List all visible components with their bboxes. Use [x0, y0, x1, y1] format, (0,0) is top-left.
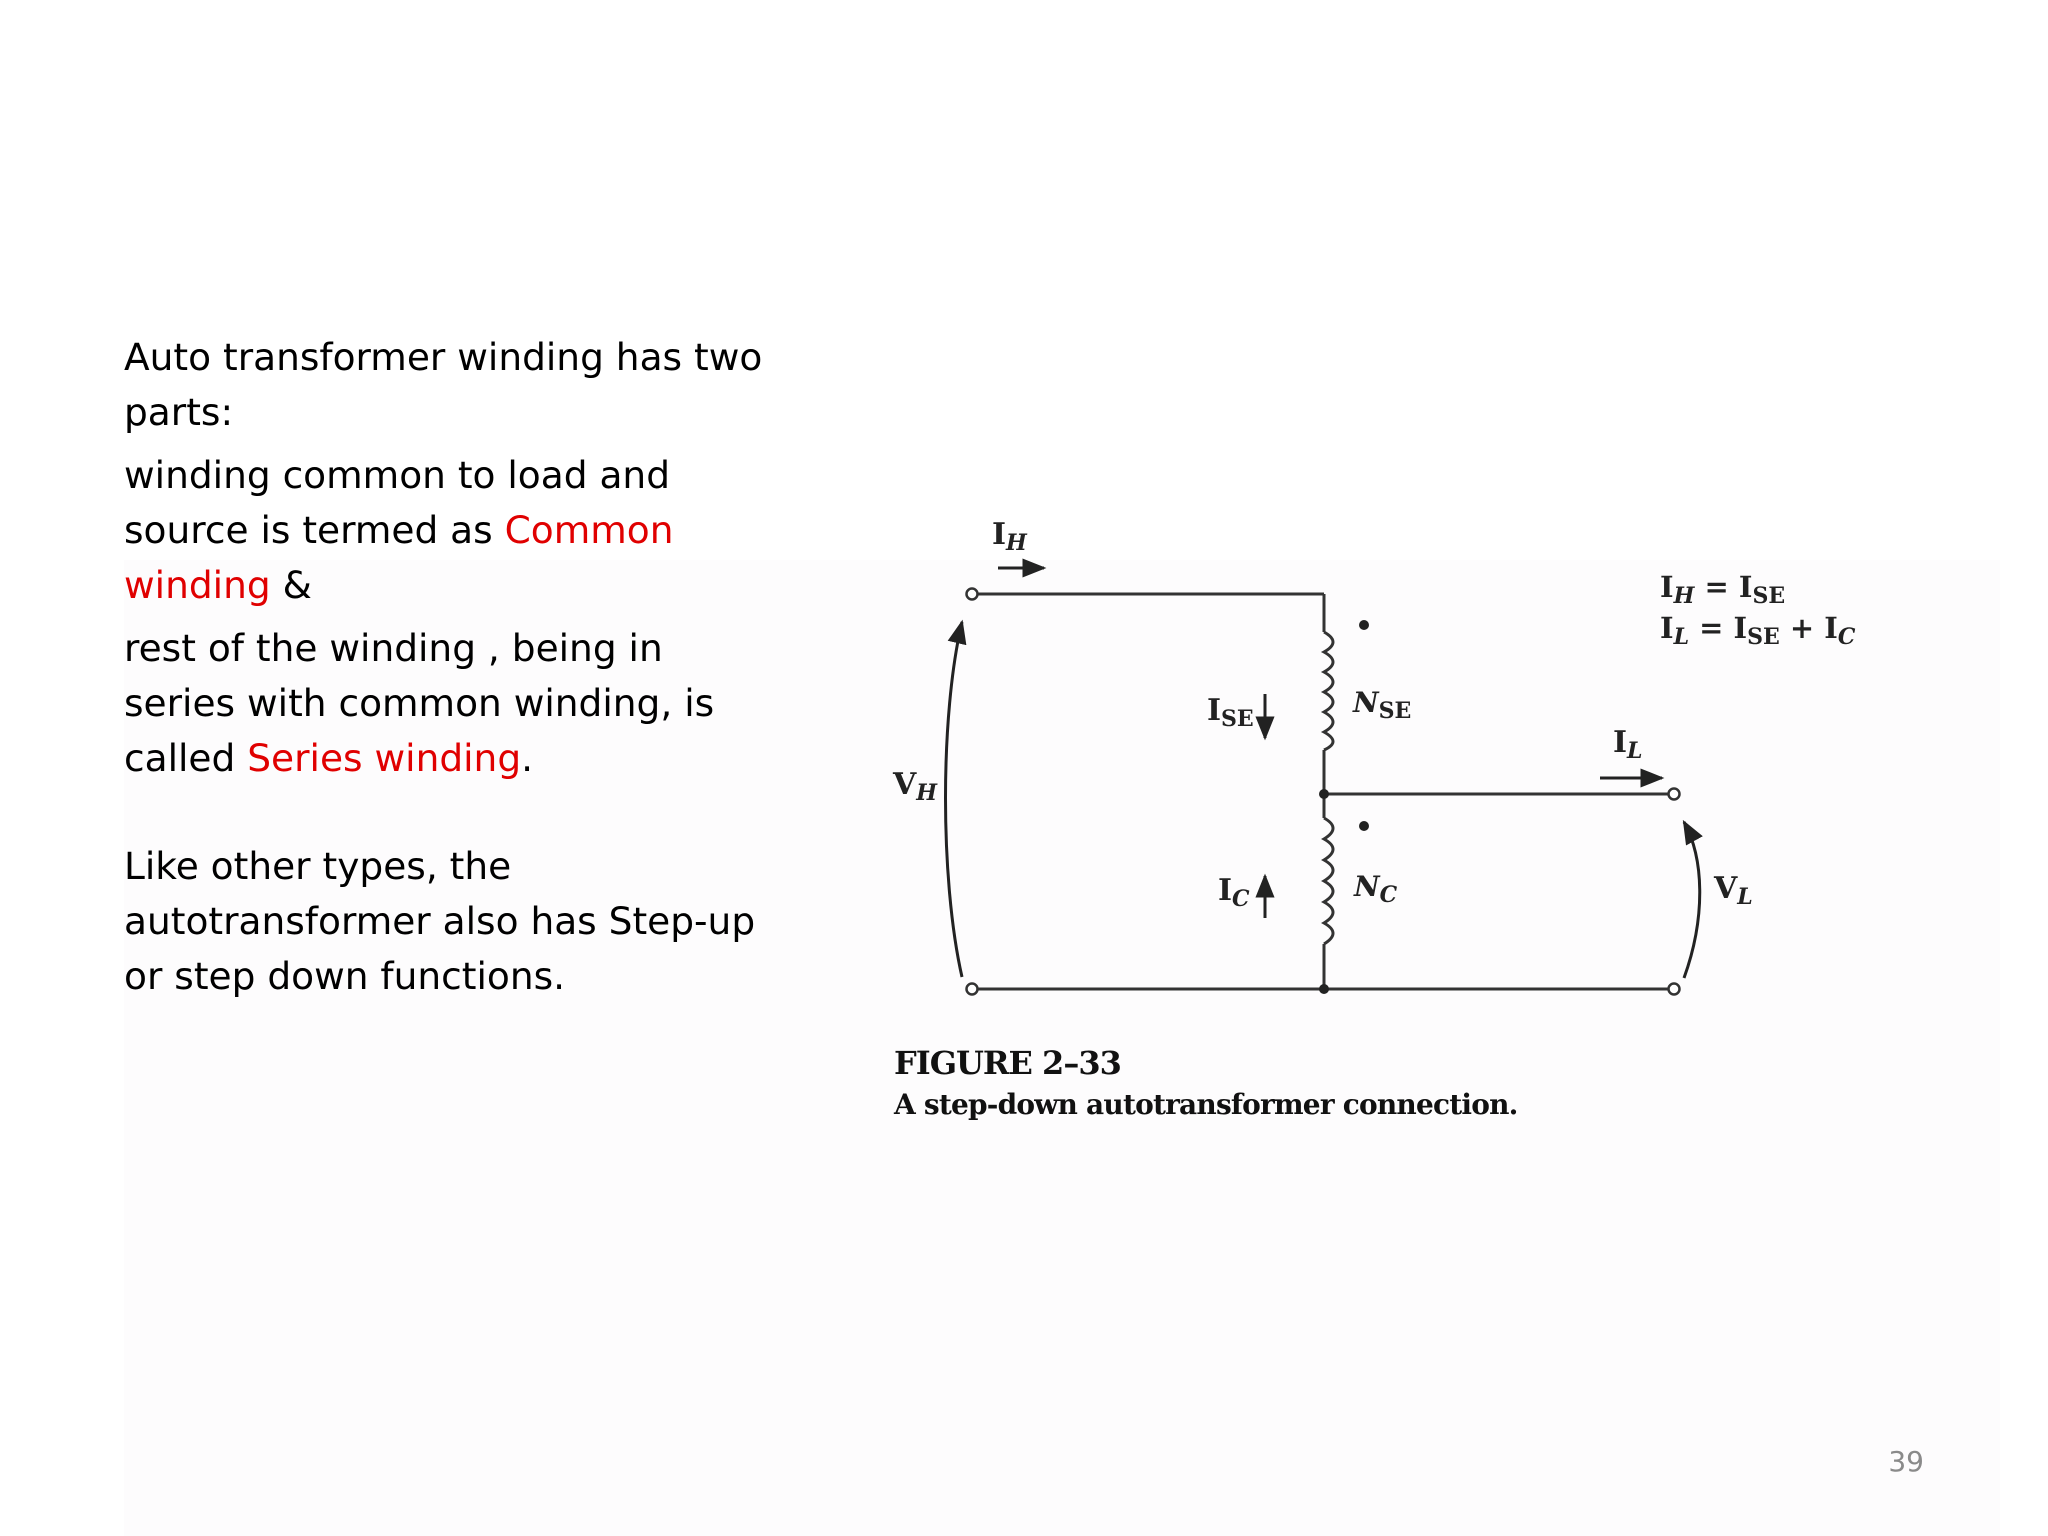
label-v-h: $V_H$	[893, 767, 938, 806]
series-winding-coil	[1324, 632, 1333, 750]
figure-caption-text: A step-down autotransformer connection.	[894, 1088, 1518, 1121]
terminal-high-top	[967, 589, 978, 600]
paragraph-step-functions: Like other types, the autotransformer also has Step-up or step down functions.	[124, 844, 756, 998]
common-winding-term: Common winding	[124, 508, 674, 607]
equation-i-h: $I_H = I_{SE}$	[1660, 570, 1786, 609]
common-winding-suffix: &	[270, 563, 312, 607]
label-i-h: $I_H$	[992, 517, 1027, 556]
common-polarity-dot	[1359, 821, 1369, 831]
common-winding-text: winding common to load and source is termed as	[124, 453, 671, 552]
series-winding-term: Series winding	[247, 736, 522, 780]
slide-text-block	[124, 330, 784, 1004]
equation-i-l: $I_L = I_{SE} + I_C$	[1660, 611, 1856, 650]
page-number: 39	[1888, 1445, 1924, 1478]
paragraph-series-winding	[124, 621, 784, 786]
label-i-l: $I_L$	[1613, 725, 1643, 764]
label-n-se: $N_{SE}$	[1353, 686, 1412, 724]
bottom-node	[1319, 984, 1329, 994]
figure-caption-title: FIGURE 2–33	[894, 1044, 1121, 1082]
label-i-c: $I_C$	[1218, 873, 1250, 912]
series-winding-text: rest of the winding , being in series with common winding, is called	[124, 626, 715, 780]
terminal-low-bottom	[1669, 984, 1680, 995]
common-winding-coil	[1324, 818, 1333, 944]
terminal-low-top	[1669, 789, 1680, 800]
series-polarity-dot	[1359, 620, 1369, 630]
terminal-high-bottom	[967, 984, 978, 995]
label-n-c: $N_C$	[1354, 870, 1398, 908]
paragraph-winding-parts: Auto transformer winding has two parts:	[124, 335, 763, 434]
paragraph-common-winding	[124, 448, 784, 613]
series-winding-suffix: .	[521, 736, 534, 780]
v-l-arrow	[1684, 822, 1700, 978]
tap-node	[1319, 789, 1329, 799]
label-v-l: $V_L$	[1714, 871, 1753, 910]
v-h-arrow	[946, 622, 963, 977]
label-i-se: $I_{SE}$	[1207, 693, 1254, 732]
